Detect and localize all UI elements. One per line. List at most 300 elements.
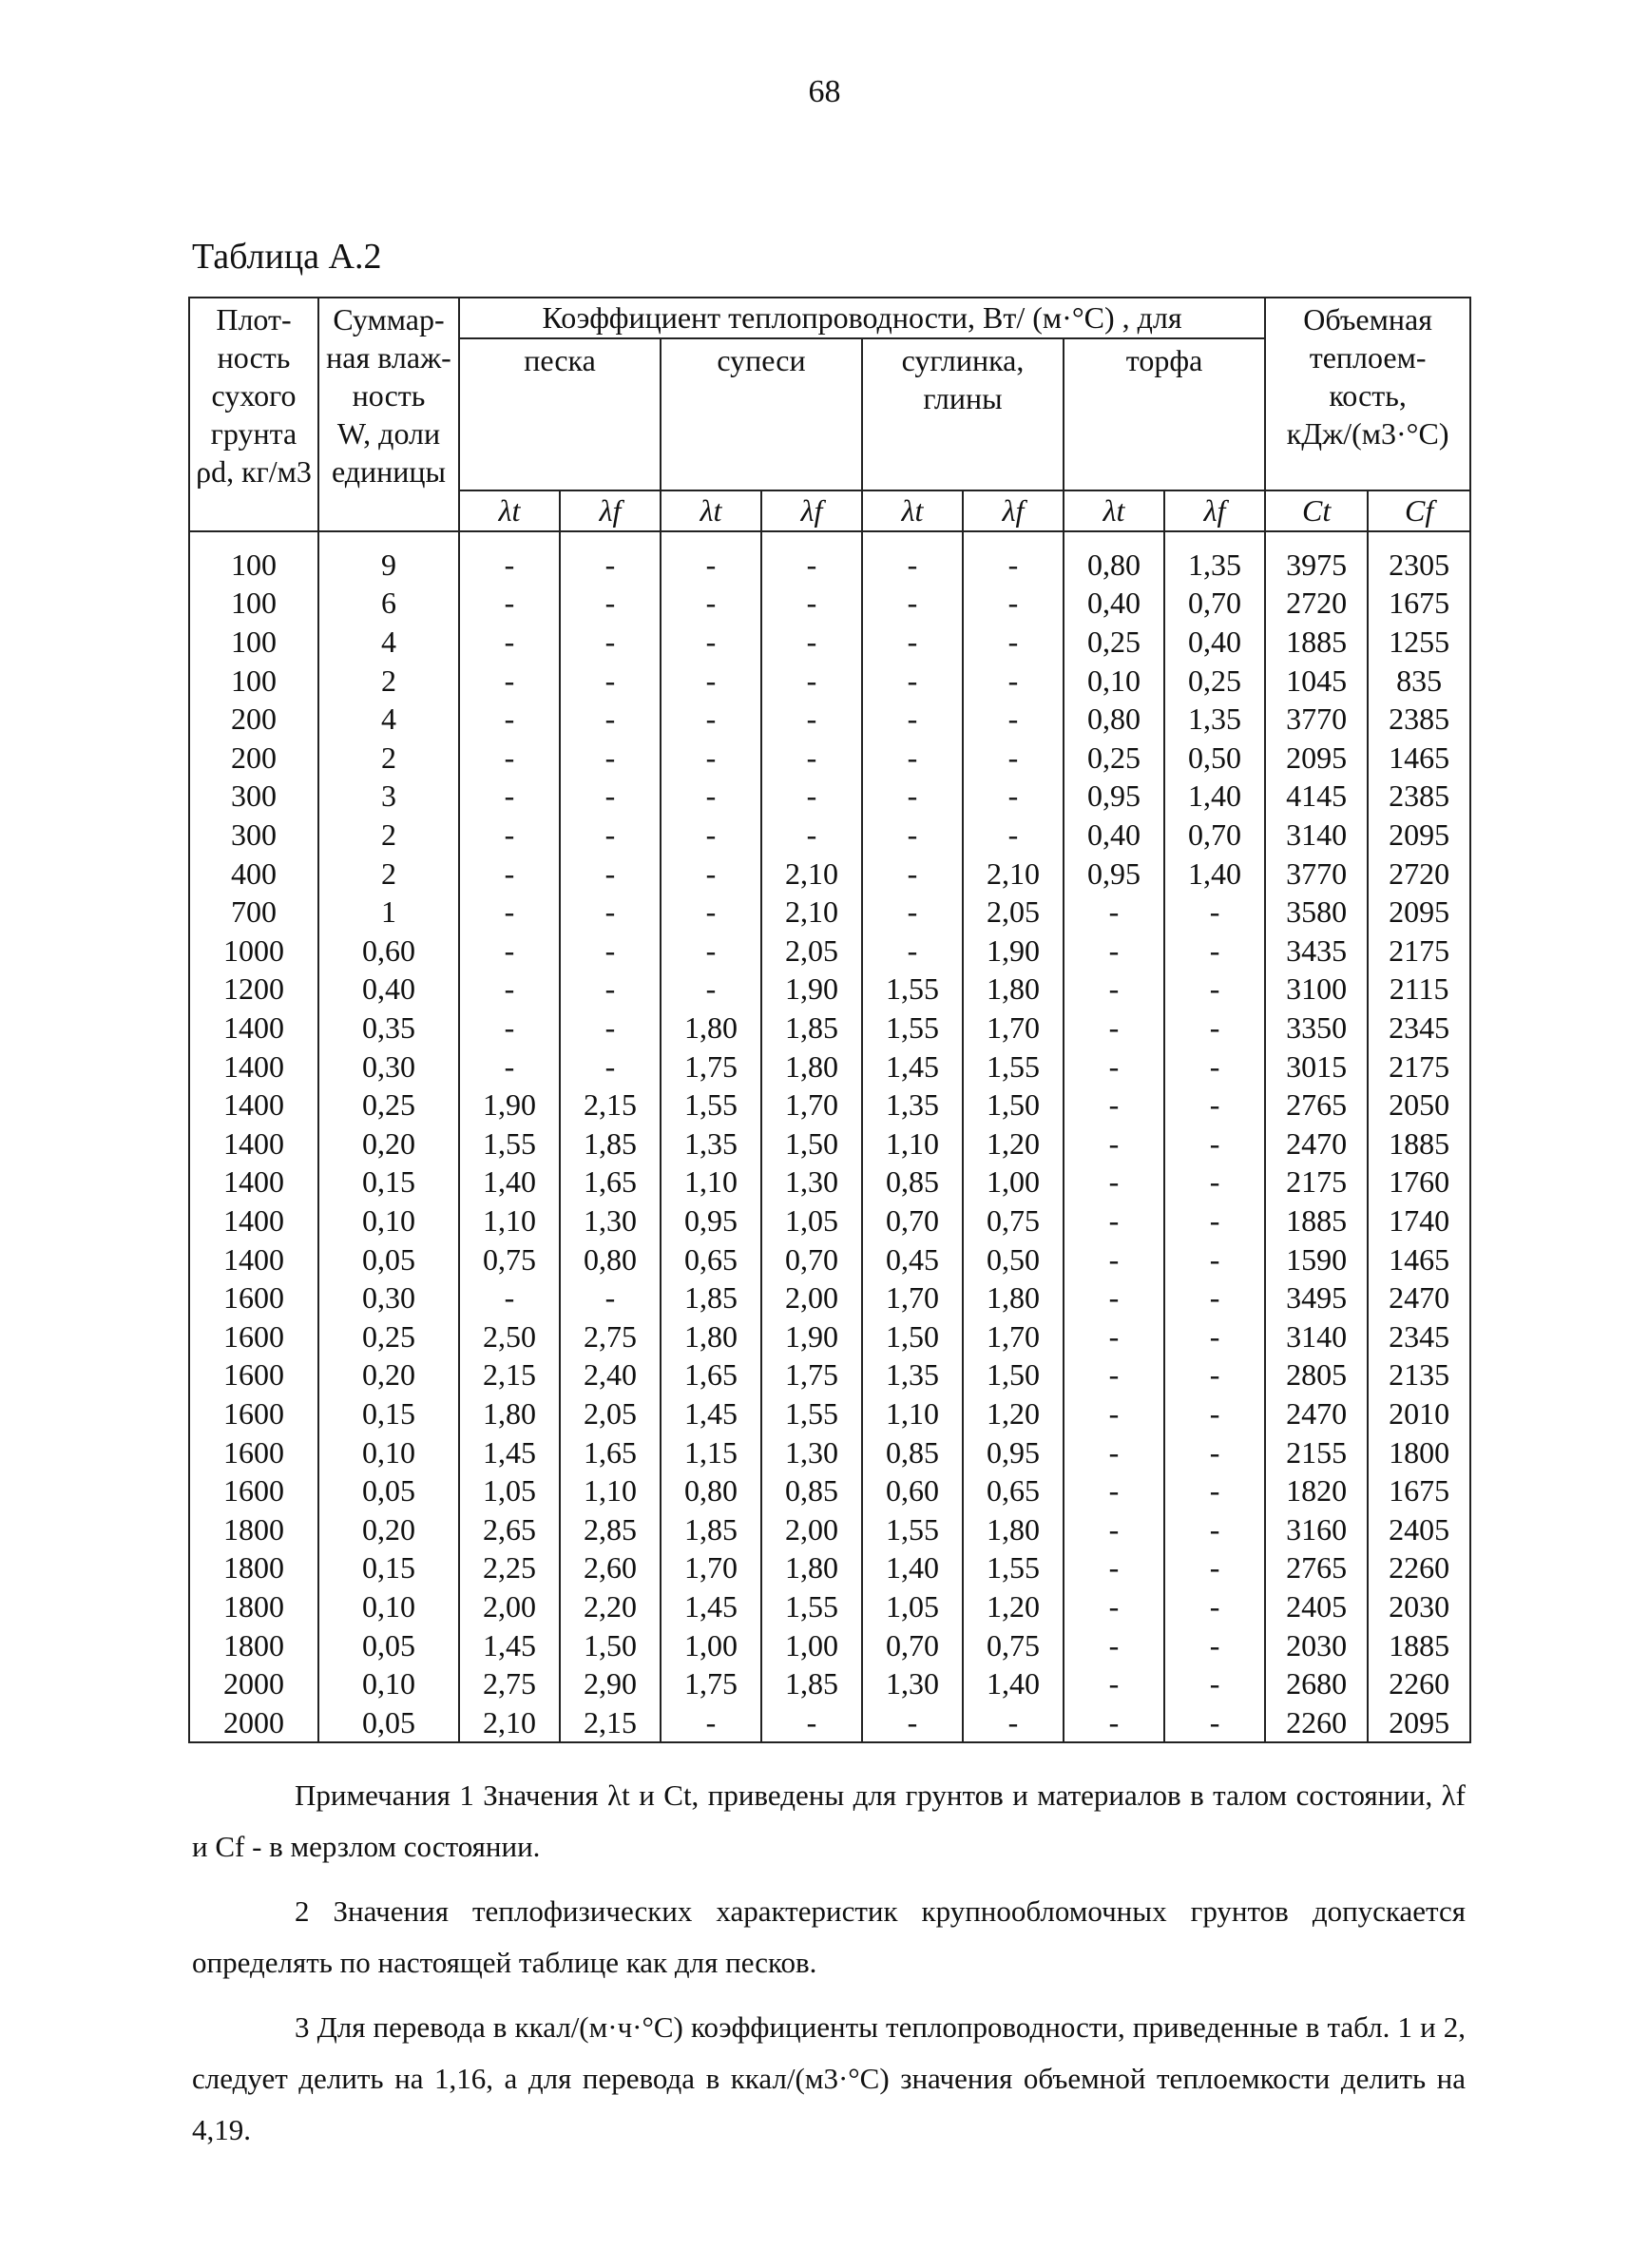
table-cell: 0,25 — [1164, 661, 1265, 700]
table-cell: - — [560, 1047, 661, 1086]
table-cell: - — [1064, 932, 1164, 971]
table-cell: 2,15 — [560, 1086, 661, 1124]
table-cell: 100 — [189, 531, 318, 585]
table-cell: - — [1164, 1702, 1265, 1742]
table-cell: - — [560, 623, 661, 662]
table-cell: 1600 — [189, 1278, 318, 1317]
table-row — [189, 1548, 1470, 1587]
table-row — [189, 1278, 1470, 1317]
table-cell: 2,00 — [761, 1509, 862, 1548]
table-cell: 1,75 — [661, 1664, 761, 1703]
table-cell: - — [1064, 1201, 1164, 1240]
table-cell: 1,50 — [560, 1625, 661, 1664]
symbol-cell: λf — [560, 490, 661, 531]
table-cell: - — [761, 623, 862, 662]
table-cell: - — [1064, 1548, 1164, 1587]
table-cell: 6 — [318, 584, 459, 623]
table-cell: 1,05 — [761, 1201, 862, 1240]
table-cell: 2,10 — [761, 893, 862, 932]
table-cell: 1760 — [1368, 1163, 1470, 1201]
table-cell: 2095 — [1368, 816, 1470, 855]
table-cell: - — [1164, 970, 1265, 1009]
table-row — [189, 1009, 1470, 1048]
table-cell: 2,85 — [560, 1509, 661, 1548]
table-cell: 1,45 — [459, 1432, 560, 1471]
table-cell: - — [459, 661, 560, 700]
table-cell: 0,85 — [862, 1432, 963, 1471]
table-cell: - — [1164, 1394, 1265, 1433]
table-cell: 1,35 — [862, 1086, 963, 1124]
table-cell: 1400 — [189, 1163, 318, 1201]
table-cell: - — [661, 531, 761, 585]
table-cell: 2175 — [1265, 1163, 1368, 1201]
table-cell: 2135 — [1368, 1355, 1470, 1394]
table-cell: - — [560, 531, 661, 585]
table-cell: 2000 — [189, 1702, 318, 1742]
table-cell: 2,90 — [560, 1664, 661, 1703]
table-cell: 0,70 — [862, 1201, 963, 1240]
header-group-loam-clay: суглинка, глины — [862, 338, 1064, 490]
table-cell: 1,10 — [560, 1471, 661, 1510]
table-cell: 1000 — [189, 932, 318, 971]
table-cell: - — [862, 777, 963, 816]
table-cell: 1,55 — [761, 1394, 862, 1433]
table-cell: 1800 — [189, 1625, 318, 1664]
table-cell: 2 — [318, 854, 459, 893]
table-cell: 2 — [318, 739, 459, 778]
table-cell: 1,20 — [963, 1587, 1064, 1626]
table-cell: 1465 — [1368, 1240, 1470, 1278]
table-cell: 1400 — [189, 1240, 318, 1278]
table-cell: 1820 — [1265, 1471, 1368, 1510]
table-cell: - — [963, 661, 1064, 700]
table-cell: 0,10 — [318, 1201, 459, 1240]
table-cell: 1,90 — [761, 970, 862, 1009]
note-1: Примечания 1 Значения λt и Ct, приведены для грунтов и материалов в талом состоянии, λf и Cf - в мерзлом состоянии. — [192, 1778, 1466, 1863]
table-cell: 3770 — [1265, 700, 1368, 739]
table-cell: 2405 — [1265, 1587, 1368, 1626]
table-cell: 3140 — [1265, 816, 1368, 855]
table-cell: 1,00 — [661, 1625, 761, 1664]
table-cell: 0,15 — [318, 1394, 459, 1433]
table-cell: 2,75 — [459, 1664, 560, 1703]
table-cell: - — [1064, 1278, 1164, 1317]
table-cell: 1,90 — [761, 1317, 862, 1355]
table-cell: 2260 — [1265, 1702, 1368, 1742]
table-cell: 2765 — [1265, 1548, 1368, 1587]
table-cell: 1,35 — [1164, 531, 1265, 585]
table-cell: 2,10 — [459, 1702, 560, 1742]
table-cell: 0,30 — [318, 1278, 459, 1317]
table-cell: 2010 — [1368, 1394, 1470, 1433]
table-cell: 0,40 — [318, 970, 459, 1009]
table-cell: 1,10 — [862, 1124, 963, 1163]
table-cell: 2805 — [1265, 1355, 1368, 1394]
table-cell: - — [862, 531, 963, 585]
table-row — [189, 1664, 1470, 1703]
table-row — [189, 1163, 1470, 1201]
notes — [192, 1770, 1466, 2169]
table-cell: - — [761, 777, 862, 816]
table-cell: 1,80 — [661, 1317, 761, 1355]
table-cell: - — [862, 584, 963, 623]
table-cell: - — [459, 932, 560, 971]
table-cell: 1465 — [1368, 739, 1470, 778]
table-cell: 1,35 — [661, 1124, 761, 1163]
table-cell: - — [1064, 1317, 1164, 1355]
table-cell: 1,65 — [560, 1432, 661, 1471]
table-cell: - — [1064, 1664, 1164, 1703]
table-cell: 0,05 — [318, 1625, 459, 1664]
table-cell: - — [1164, 1124, 1265, 1163]
table-cell: 2,05 — [963, 893, 1064, 932]
table-cell: 2,00 — [459, 1587, 560, 1626]
table-cell: 1255 — [1368, 623, 1470, 662]
table-cell: 0,25 — [318, 1317, 459, 1355]
table-cell: 1675 — [1368, 584, 1470, 623]
table-cell: 2345 — [1368, 1317, 1470, 1355]
table-cell: 1600 — [189, 1394, 318, 1433]
table-cell: - — [761, 700, 862, 739]
table-cell: 1740 — [1368, 1201, 1470, 1240]
table-cell: - — [862, 661, 963, 700]
table-cell: - — [560, 1278, 661, 1317]
table-cell: 2030 — [1368, 1587, 1470, 1626]
table-cell: 1,45 — [661, 1587, 761, 1626]
table-cell: - — [862, 623, 963, 662]
symbol-cell: λt — [661, 490, 761, 531]
table-cell: - — [459, 1009, 560, 1048]
table-row — [189, 700, 1470, 739]
table-cell: - — [459, 700, 560, 739]
table-cell: 1,65 — [661, 1355, 761, 1394]
table-cell: 300 — [189, 816, 318, 855]
table-cell: 0,70 — [1164, 816, 1265, 855]
table-cell: - — [661, 661, 761, 700]
table-cell: 1,05 — [862, 1587, 963, 1626]
table-cell: - — [1164, 1432, 1265, 1471]
table-cell: 2,25 — [459, 1548, 560, 1587]
table-row — [189, 1047, 1470, 1086]
table-cell: 2470 — [1265, 1124, 1368, 1163]
table-cell: - — [1164, 1086, 1265, 1124]
table-cell: - — [661, 816, 761, 855]
table-cell: 1600 — [189, 1432, 318, 1471]
table-cell: 0,10 — [318, 1587, 459, 1626]
table-cell: - — [1064, 1702, 1164, 1742]
table-cell: 1,80 — [761, 1047, 862, 1086]
table-cell: - — [862, 893, 963, 932]
table-row — [189, 1086, 1470, 1124]
table-cell: 2095 — [1368, 893, 1470, 932]
table-cell: 2 — [318, 661, 459, 700]
table-cell: 1,30 — [560, 1201, 661, 1240]
header-group-sand: песка — [459, 338, 661, 490]
table-cell: - — [862, 1702, 963, 1742]
table-cell: 1400 — [189, 1086, 318, 1124]
table-cell: 3975 — [1265, 531, 1368, 585]
table-cell: 0,25 — [1064, 623, 1164, 662]
table-cell: 0,80 — [661, 1471, 761, 1510]
table-cell: 0,10 — [318, 1432, 459, 1471]
table-cell: - — [1064, 1009, 1164, 1048]
table-cell: - — [1164, 1587, 1265, 1626]
table-row — [189, 1625, 1470, 1664]
table-cell: - — [459, 854, 560, 893]
table-cell: 2,50 — [459, 1317, 560, 1355]
table-cell: 2260 — [1368, 1548, 1470, 1587]
table-cell: 1,70 — [661, 1548, 761, 1587]
table-cell: - — [661, 700, 761, 739]
table-cell: 2000 — [189, 1664, 318, 1703]
table-cell: - — [963, 1702, 1064, 1742]
table-row — [189, 1201, 1470, 1240]
table-cell: - — [560, 700, 661, 739]
table-cell: - — [1064, 1432, 1164, 1471]
table-cell: - — [1164, 1163, 1265, 1201]
table-cell: - — [1064, 1124, 1164, 1163]
table-cell: 2,60 — [560, 1548, 661, 1587]
table-cell: - — [963, 623, 1064, 662]
table-cell: 1,70 — [761, 1086, 862, 1124]
table-cell: - — [459, 531, 560, 585]
table-cell: 0,30 — [318, 1047, 459, 1086]
table-cell: 0,75 — [963, 1625, 1064, 1664]
table-cell: 1,45 — [661, 1394, 761, 1433]
table-cell: 1,55 — [862, 970, 963, 1009]
page-number: 68 — [808, 74, 841, 109]
table-cell: 2470 — [1265, 1394, 1368, 1433]
table-cell: 2,40 — [560, 1355, 661, 1394]
table-cell: - — [862, 854, 963, 893]
table-cell: - — [560, 970, 661, 1009]
table-cell: 1590 — [1265, 1240, 1368, 1278]
table-cell: 835 — [1368, 661, 1470, 700]
table-cell: - — [1164, 1317, 1265, 1355]
table-cell: 0,70 — [862, 1625, 963, 1664]
table-cell: - — [1064, 1086, 1164, 1124]
table-cell: 1,05 — [459, 1471, 560, 1510]
table-cell: 9 — [318, 531, 459, 585]
table-cell: 1200 — [189, 970, 318, 1009]
table-cell: 0,05 — [318, 1240, 459, 1278]
table-cell: 1,35 — [1164, 700, 1265, 739]
symbol-cell: Cf — [1368, 490, 1470, 531]
table-cell: 1,80 — [661, 1009, 761, 1048]
table-cell: 100 — [189, 584, 318, 623]
table-cell: 0,70 — [761, 1240, 862, 1278]
table-cell: 1,30 — [761, 1432, 862, 1471]
table-cell: 2385 — [1368, 700, 1470, 739]
table-cell: 0,25 — [318, 1086, 459, 1124]
table-cell: 0,75 — [963, 1201, 1064, 1240]
table-cell: 3015 — [1265, 1047, 1368, 1086]
table-cell: - — [560, 739, 661, 778]
table-cell: - — [560, 777, 661, 816]
table-cell: - — [963, 739, 1064, 778]
table-cell: - — [560, 893, 661, 932]
table-cell: 0,45 — [862, 1240, 963, 1278]
table-cell: - — [661, 893, 761, 932]
table-cell: - — [1064, 1355, 1164, 1394]
table-cell: - — [1064, 1163, 1164, 1201]
table-cell: 1,85 — [661, 1278, 761, 1317]
table-cell: 0,95 — [963, 1432, 1064, 1471]
table-cell: 3160 — [1265, 1509, 1368, 1548]
table-cell: 2720 — [1265, 584, 1368, 623]
table-cell: 2095 — [1368, 1702, 1470, 1742]
table-cell: 1,20 — [963, 1124, 1064, 1163]
table-cell: - — [459, 739, 560, 778]
table-cell: 0,80 — [1064, 700, 1164, 739]
table-cell: 1,50 — [862, 1317, 963, 1355]
table-cell: 2 — [318, 816, 459, 855]
table-body — [189, 531, 1470, 1742]
header-density: Плот- ность сухого грунта ρd, кг/м3 — [189, 298, 318, 490]
table-cell: 1,45 — [459, 1625, 560, 1664]
table-row — [189, 1355, 1470, 1394]
table-cell: 1400 — [189, 1009, 318, 1048]
table-cell: 2260 — [1368, 1664, 1470, 1703]
table-cell: 0,60 — [318, 932, 459, 971]
table-cell: 4 — [318, 700, 459, 739]
table-cell: - — [1164, 1009, 1265, 1048]
table-cell: - — [1164, 932, 1265, 971]
table-cell: 1 — [318, 893, 459, 932]
table-cell: 0,95 — [661, 1201, 761, 1240]
table-cell: 1600 — [189, 1471, 318, 1510]
table-cell: 1885 — [1265, 1201, 1368, 1240]
table-cell: 1,80 — [963, 970, 1064, 1009]
table-cell: 1,30 — [862, 1664, 963, 1703]
table-cell: 0,05 — [318, 1471, 459, 1510]
table-cell: - — [661, 1702, 761, 1742]
table-cell: - — [459, 893, 560, 932]
table-row — [189, 739, 1470, 778]
table-cell: 1,50 — [963, 1086, 1064, 1124]
table-cell: - — [1064, 893, 1164, 932]
header-density-blank — [189, 490, 318, 531]
table-cell: 1,40 — [1164, 854, 1265, 893]
table-cell: 1,00 — [761, 1625, 862, 1664]
table-cell: 2050 — [1368, 1086, 1470, 1124]
table-cell: - — [1164, 1047, 1265, 1086]
table-cell: - — [1164, 1625, 1265, 1664]
table-cell: 1,55 — [459, 1124, 560, 1163]
table-cell: 0,15 — [318, 1163, 459, 1201]
table-cell: 0,75 — [459, 1240, 560, 1278]
table-cell: - — [1164, 1509, 1265, 1548]
table-cell: 1800 — [189, 1509, 318, 1548]
table-cell: 1,10 — [661, 1163, 761, 1201]
table-row — [189, 1432, 1470, 1471]
table-cell: 0,70 — [1164, 584, 1265, 623]
table-cell: - — [1164, 1471, 1265, 1510]
table-cell: 1,55 — [862, 1009, 963, 1048]
table-cell: - — [1164, 1278, 1265, 1317]
table-cell: 1885 — [1368, 1625, 1470, 1664]
table-cell: - — [862, 700, 963, 739]
table-cell: - — [560, 816, 661, 855]
symbol-cell: λf — [761, 490, 862, 531]
table-cell: 4 — [318, 623, 459, 662]
table-cell: 3140 — [1265, 1317, 1368, 1355]
table-cell: 0,10 — [1064, 661, 1164, 700]
table-cell: 0,20 — [318, 1509, 459, 1548]
table-row — [189, 1317, 1470, 1355]
table-cell: 2470 — [1368, 1278, 1470, 1317]
table-cell: - — [1164, 1201, 1265, 1240]
table-row — [189, 1587, 1470, 1626]
table-cell: 1,40 — [459, 1163, 560, 1201]
table-cell: 1,00 — [963, 1163, 1064, 1201]
table-cell: - — [560, 932, 661, 971]
table-cell: 1400 — [189, 1201, 318, 1240]
table-cell: 1,10 — [459, 1201, 560, 1240]
table-cell: 2,15 — [459, 1355, 560, 1394]
table-cell: 1,55 — [862, 1509, 963, 1548]
symbol-cell: λt — [862, 490, 963, 531]
table-cell: - — [761, 661, 862, 700]
table-cell: 3495 — [1265, 1278, 1368, 1317]
table-cell: 1400 — [189, 1047, 318, 1086]
table-cell: 200 — [189, 739, 318, 778]
table-cell: 1,85 — [761, 1009, 862, 1048]
header-moisture-blank — [318, 490, 459, 531]
table-cell: - — [963, 777, 1064, 816]
table-cell: 2680 — [1265, 1664, 1368, 1703]
table-cell: 3 — [318, 777, 459, 816]
table-cell: - — [1164, 1240, 1265, 1278]
table-cell: 0,50 — [963, 1240, 1064, 1278]
table-cell: - — [1164, 1548, 1265, 1587]
table-caption: Таблица А.2 — [192, 237, 382, 277]
table-cell: 2,65 — [459, 1509, 560, 1548]
table-cell: 1675 — [1368, 1471, 1470, 1510]
table-cell: - — [459, 1047, 560, 1086]
table-cell: - — [1164, 1664, 1265, 1703]
header-group-peat: торфа — [1064, 338, 1265, 490]
table-cell: 0,65 — [661, 1240, 761, 1278]
table-cell: 3770 — [1265, 854, 1368, 893]
table-cell: - — [761, 584, 862, 623]
table-cell: 100 — [189, 661, 318, 700]
table-cell: 3350 — [1265, 1009, 1368, 1048]
table-cell: - — [862, 816, 963, 855]
symbol-cell: Ct — [1265, 490, 1368, 531]
table-cell: 1,85 — [661, 1509, 761, 1548]
table-cell: 0,95 — [1064, 854, 1164, 893]
table-cell: 1600 — [189, 1355, 318, 1394]
symbol-cell: λt — [1064, 490, 1164, 531]
table-row — [189, 854, 1470, 893]
symbol-cell: λt — [459, 490, 560, 531]
table-row — [189, 1394, 1470, 1433]
table-cell: - — [963, 531, 1064, 585]
table-cell: 1,30 — [761, 1163, 862, 1201]
table-cell: 0,35 — [318, 1009, 459, 1048]
table-cell: - — [761, 816, 862, 855]
table-cell: 1,80 — [963, 1278, 1064, 1317]
table-cell: 0,40 — [1164, 623, 1265, 662]
table-cell: 1,55 — [963, 1548, 1064, 1587]
table-cell: - — [661, 623, 761, 662]
table-cell: 1,55 — [661, 1086, 761, 1124]
table-cell: 1,40 — [963, 1664, 1064, 1703]
table-cell: - — [560, 661, 661, 700]
table-cell: 1,20 — [963, 1394, 1064, 1433]
table-row — [189, 816, 1470, 855]
